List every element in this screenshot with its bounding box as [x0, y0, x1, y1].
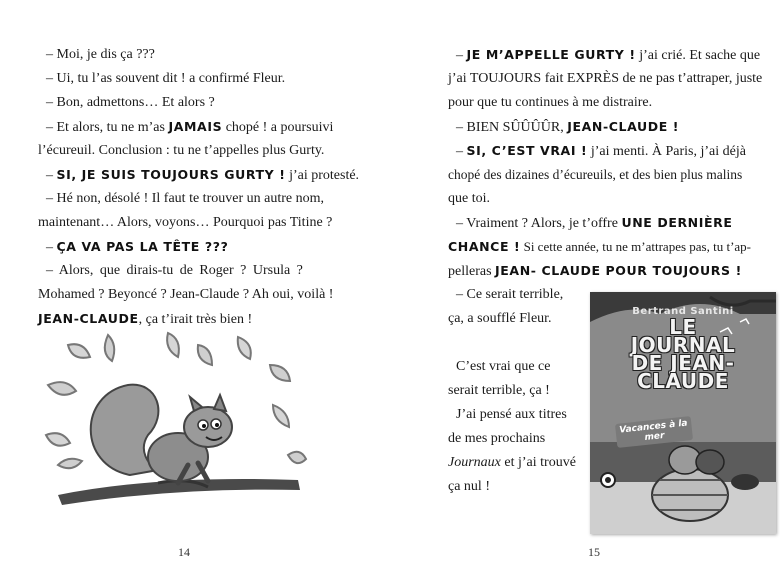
- squirrel-illustration: [38, 325, 308, 515]
- text-line: que toi.: [448, 191, 490, 206]
- text-line: – Ui, tu l’as souvent dit ! a confirmé Fleur.: [46, 71, 286, 86]
- text-line: – Bon, admettons… Et alors ?: [46, 95, 215, 110]
- book-cover-image: [590, 292, 776, 534]
- text-line: C’est vrai que ce: [456, 359, 551, 374]
- text-line: [46, 165, 359, 186]
- text-line: [456, 213, 733, 234]
- text-run: j’ai crié. Et sache que: [635, 48, 761, 63]
- cover-title-line: DE JEAN-CLAUDE: [631, 351, 735, 393]
- text-run: – Et alors, tu ne m’as: [46, 120, 169, 135]
- text-line: chopé des dizaines d’écureuils, et des bien plus malins: [448, 167, 743, 182]
- text-line: – Moi, je dis ça ???: [46, 47, 155, 62]
- emphasis-text: JEAN-CLAUDE !: [567, 119, 680, 134]
- text-run: j’ai protesté.: [285, 168, 360, 183]
- page-number: 15: [588, 545, 600, 559]
- text-run: Si cette année, tu ne m’attrapes pas, tu t’ap-: [520, 239, 752, 254]
- text-line: [456, 117, 679, 138]
- text-line: – Hé non, désolé ! Il faut te trouver un autre nom,: [46, 191, 324, 206]
- text-line: [448, 453, 576, 473]
- emphasis-text: UNE DERNIÈRE: [621, 215, 733, 230]
- cover-title: [590, 315, 776, 393]
- text-line: l’écureuil. Conclusion : tu ne t’appelles plus Gurty.: [38, 143, 325, 158]
- cover-subtitle: Vacances à la mer: [615, 416, 693, 448]
- text-line: [46, 117, 333, 138]
- text-run: – BIEN SÛÛÛÛR,: [456, 120, 568, 135]
- emphasis-text: ÇA VA PAS LA TÊTE ???: [56, 239, 229, 254]
- text-run: – Vraiment ? Alors, je t’offre: [456, 216, 622, 231]
- text-run: j’ai menti. À Paris, j’ai déjà: [587, 144, 746, 159]
- italic-text: Journaux: [448, 455, 501, 470]
- text-run: –: [456, 48, 467, 63]
- text-run: , ça t’irait très bien !: [138, 312, 253, 327]
- text-run: –: [46, 240, 57, 255]
- text-line: maintenant… Alors, voyons… Pourquoi pas Titine ?: [38, 215, 333, 230]
- text-line: serait terrible, ça !: [448, 383, 550, 398]
- cover-author: Bertrand Santini: [632, 306, 734, 317]
- emphasis-text: SI, C’EST VRAI !: [466, 143, 588, 158]
- text-line: – Ce serait terrible,: [456, 287, 564, 302]
- text-run: chopé ! a poursuivi: [222, 120, 334, 135]
- text-line: de mes prochains: [448, 431, 546, 446]
- text-line: Mohamed ? Beyoncé ? Jean-Claude ? Ah oui, voilà !: [38, 287, 334, 302]
- text-run: –: [46, 168, 57, 183]
- text-line: j’ai TOUJOURS fait EXPRÈS de ne pas t’attraper, juste: [448, 71, 763, 86]
- page-number: 14: [178, 545, 190, 559]
- text-line: [46, 237, 228, 258]
- text-line: ça nul !: [448, 479, 490, 494]
- text-line: [456, 45, 760, 66]
- emphasis-text: JE M’APPELLE GURTY !: [466, 47, 636, 62]
- text-run: pelleras: [448, 264, 496, 279]
- emphasis-text: CHANCE !: [448, 239, 521, 254]
- text-run: et j’ai trouvé: [500, 455, 576, 470]
- text-line: – Alors, que dirais-tu de Roger ? Ursula ?: [46, 263, 303, 278]
- cover-title-line: LE: [669, 315, 697, 339]
- cover-title-line: JOURNAL: [630, 333, 736, 357]
- emphasis-text: SI, JE SUIS TOUJOURS GURTY !: [56, 167, 286, 182]
- text-line: [456, 141, 746, 162]
- emphasis-text: JAMAIS: [168, 119, 223, 134]
- right-page: [390, 0, 780, 585]
- emphasis-text: JEAN- CLAUDE POUR TOUJOURS !: [495, 263, 742, 278]
- text-line: ça, a soufflé Fleur.: [448, 311, 552, 326]
- text-line: [448, 261, 742, 282]
- text-line: pour que tu continues à me distraire.: [448, 95, 653, 110]
- text-line: [448, 237, 751, 257]
- text-line: J’ai pensé aux titres: [456, 407, 567, 422]
- text-run: –: [456, 144, 467, 159]
- emphasis-text: JEAN-CLAUDE: [38, 311, 139, 326]
